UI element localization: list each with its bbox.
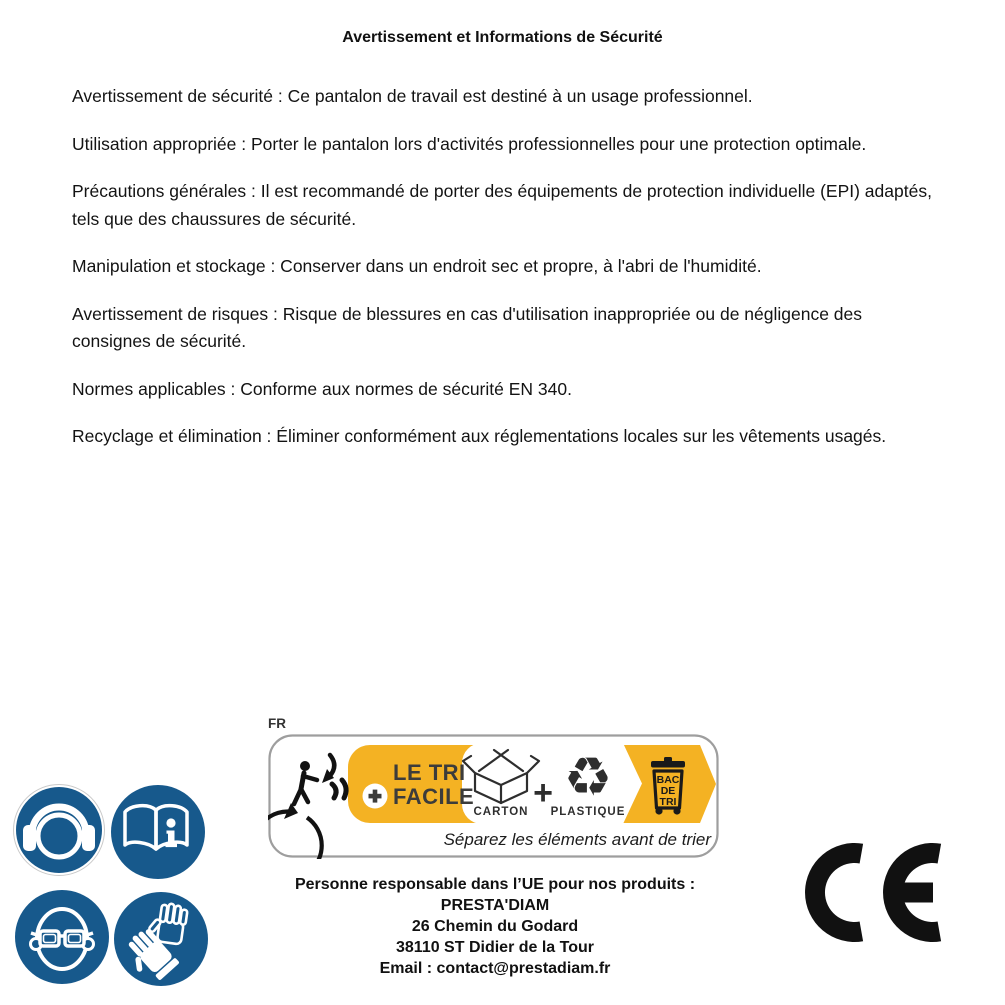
- material-plastique-label: PLASTIQUE: [550, 806, 626, 818]
- paragraph-standards: Normes applicables : Conforme aux normes de sécurité EN 340.: [72, 378, 572, 399]
- paragraph-recycling: Recyclage et élimination : Éliminer conformément aux réglementations locales sur les vêtements usagés.: [72, 426, 887, 446]
- headline-facile: FACILE: [393, 784, 475, 809]
- paragraph-safety-warning: Avertissement de sécurité : Ce pantalon de travail est destiné à un usage professionnel.: [72, 86, 753, 106]
- sorting-instruction: Séparez les éléments avant de trier: [443, 830, 711, 849]
- paragraph-risk-warning: Avertissement de risques : Risque de blessures en cas d'utilisation inappropriée ou de négligence des consignes de sécurité.: [72, 303, 863, 351]
- bin-label-line3: TRI: [659, 796, 677, 808]
- paragraph-appropriate-use: Utilisation appropriée : Porter le pantalon lors d'activités professionnelles pour une protection optimale.: [72, 133, 867, 154]
- waste-bin-icon: [651, 757, 685, 815]
- recycling-loop-icon: ♻: [563, 745, 613, 809]
- page-title: Avertissement et Informations de Sécurité: [342, 29, 663, 46]
- responsible-person-block: [245, 874, 745, 979]
- company-name: PRESTA'DIAM: [440, 897, 550, 914]
- contact-email: Email : contact@prestadiam.fr: [379, 960, 611, 977]
- bin-label-line1: BAC: [656, 774, 680, 786]
- paragraph-handling-storage: Manipulation et stockage : Conserver dans un endroit sec et propre, à l'abri de l'humidité.: [72, 256, 762, 276]
- plus-separator: +: [533, 773, 553, 812]
- read-manual-icon: [110, 784, 206, 880]
- material-carton-label: CARTON: [473, 806, 529, 818]
- responsible-person-intro: Personne responsable dans l’UE pour nos produits :: [294, 876, 696, 893]
- safety-text-block: [72, 83, 938, 471]
- eye-protection-icon: [15, 890, 109, 984]
- ear-protection-icon: [12, 783, 106, 877]
- paragraph-general-precautions: Précautions générales : Il est recommandé de porter des équipements de protection individuelle (EPI) adaptés, tels que des chaussures de sécurité.: [72, 181, 932, 229]
- address-street: 26 Chemin du Godard: [411, 918, 579, 935]
- bin-label-line2: DE: [660, 785, 676, 797]
- ce-marking-icon: [792, 840, 950, 950]
- headline-le-tri: LE TRI: [393, 760, 466, 785]
- country-code-label: FR: [268, 716, 286, 731]
- info-tri-recycling-label: [268, 733, 720, 859]
- address-city: 38110 ST Didier de la Tour: [396, 939, 594, 956]
- protective-gloves-icon: [114, 892, 208, 986]
